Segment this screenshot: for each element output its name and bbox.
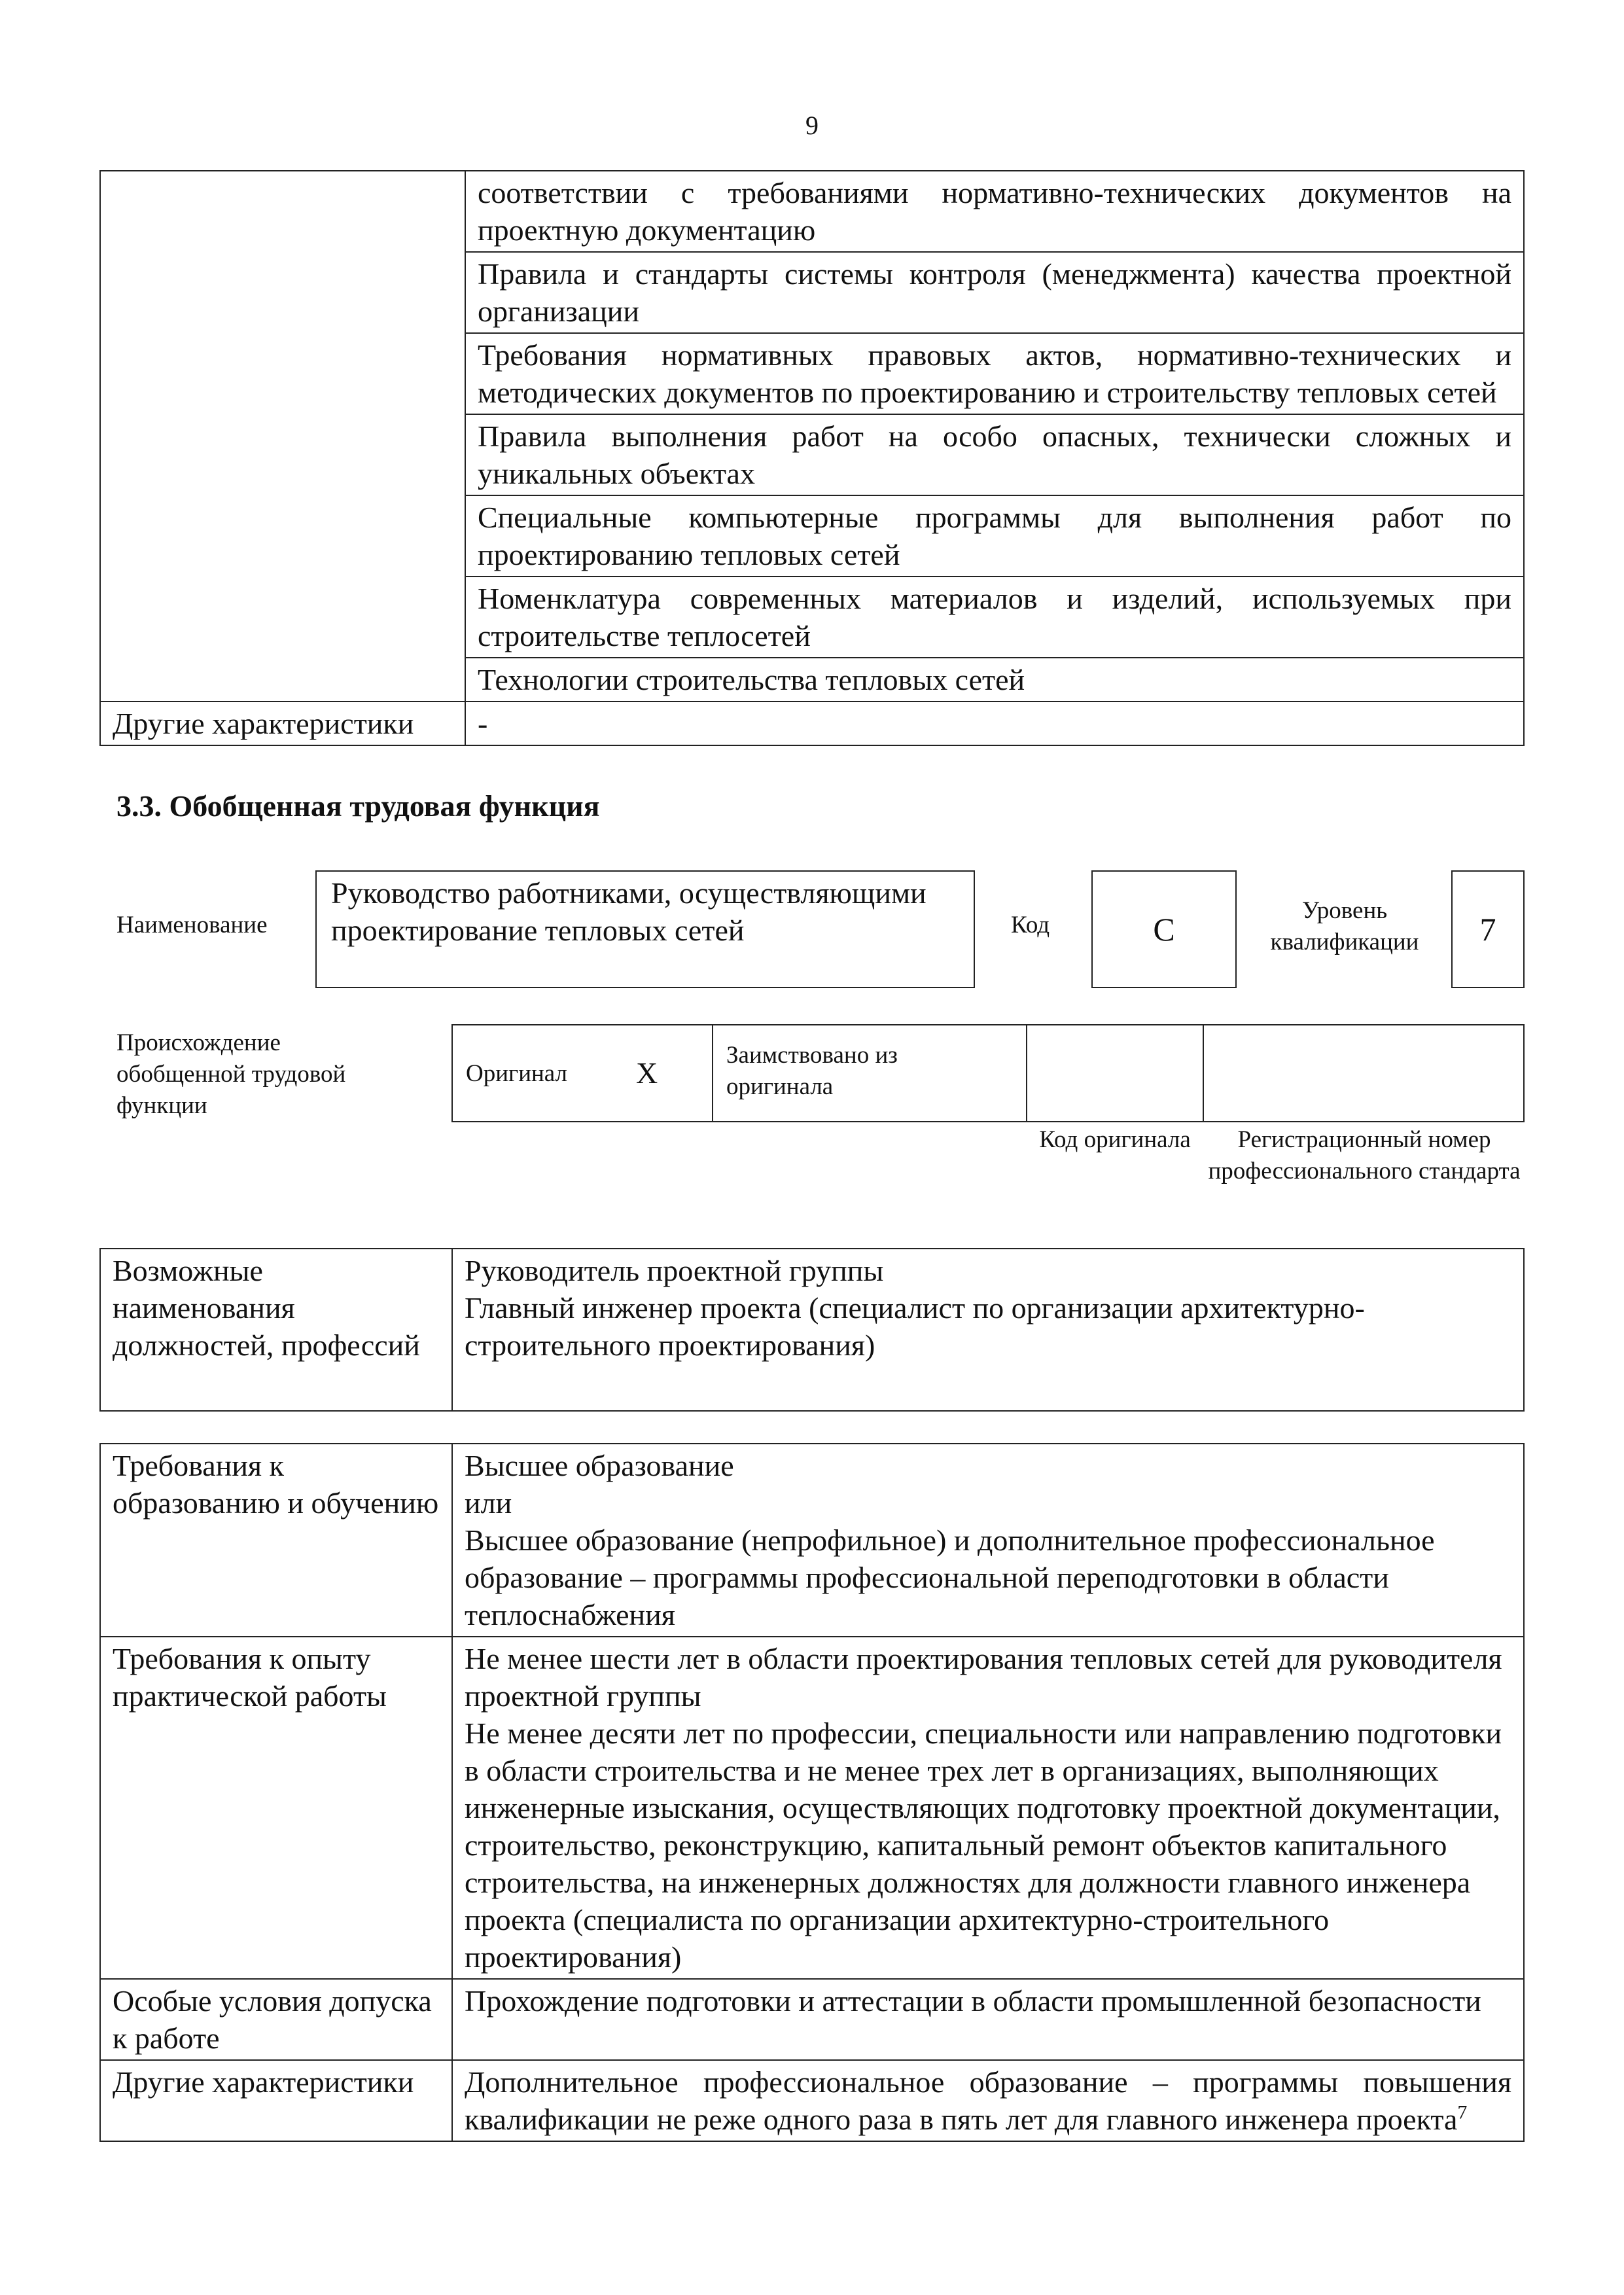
other-characteristics-value: - bbox=[465, 702, 1524, 745]
knowledge-item: соответствии с требованиями нормативно-технических документов на проектную документацию bbox=[465, 171, 1524, 252]
code-label: Код bbox=[1011, 912, 1050, 938]
experience-label: Требования к опыту практической работы bbox=[100, 1637, 452, 1979]
knowledge-item: Номенклатура современных материалов и изделий, используемых при строительстве теплосетей bbox=[465, 577, 1524, 658]
function-name-box bbox=[315, 870, 975, 988]
table-row bbox=[100, 1637, 1524, 1979]
name-label: Наименование bbox=[116, 912, 268, 938]
table-row bbox=[100, 1444, 1524, 1637]
borrowed-box bbox=[712, 1024, 1027, 1122]
section-title: 3.3. Обобщенная трудовая функция bbox=[116, 789, 600, 823]
borrowed-label: Заимствовано из оригинала bbox=[726, 1042, 898, 1100]
table-row bbox=[100, 171, 1524, 252]
requirements-table bbox=[99, 1443, 1525, 2142]
experience-item: Не менее шести лет в области проектирования тепловых сетей для руководителя проектной группы bbox=[465, 1642, 1502, 1713]
empty-label-cell bbox=[100, 171, 465, 702]
table-row bbox=[100, 1249, 1524, 1411]
education-item: или bbox=[465, 1486, 512, 1520]
other-value: Дополнительное профессиональное образование – программы повышения квалификации не реже одного раза в пять лет для главного инженера проекта bbox=[465, 2065, 1511, 2136]
experience-values bbox=[452, 1637, 1524, 1979]
origin-label: Происхождение обобщенной трудовой функции bbox=[116, 1029, 346, 1119]
positions-label: Возможные наименования должностей, профессий bbox=[100, 1249, 452, 1411]
code-box bbox=[1091, 870, 1237, 988]
position-item: Главный инженер проекта (специалист по организации архитектурно-строительного проектирования) bbox=[465, 1291, 1365, 1362]
other-characteristics-label: Другие характеристики bbox=[100, 702, 465, 745]
other-value-cell bbox=[452, 2060, 1524, 2141]
admission-value: Прохождение подготовки и аттестации в области промышленной безопасности bbox=[452, 1979, 1524, 2060]
table-row bbox=[100, 2060, 1524, 2141]
positions-table bbox=[99, 1248, 1525, 1412]
knowledge-item: Специальные компьютерные программы для выполнения работ по проектированию тепловых сетей bbox=[465, 495, 1524, 577]
registration-caption: Регистрационный номер профессионального стандарта bbox=[1208, 1126, 1521, 1184]
knowledge-table bbox=[99, 170, 1525, 746]
code-value: C bbox=[1153, 911, 1175, 948]
page-number: 9 bbox=[805, 111, 819, 140]
position-item: Руководитель проектной группы bbox=[465, 1254, 884, 1287]
function-name: Руководство работниками, осуществляющими проектирование тепловых сетей bbox=[331, 876, 927, 947]
knowledge-item: Требования нормативных правовых актов, нормативно-технических и методических документов по проектированию и строительству тепловых сетей bbox=[465, 333, 1524, 414]
education-values bbox=[452, 1444, 1524, 1637]
education-item: Высшее образование bbox=[465, 1449, 734, 1482]
original-label: Оригинал bbox=[466, 1060, 568, 1087]
other-label: Другие характеристики bbox=[100, 2060, 452, 2141]
level-value: 7 bbox=[1479, 911, 1496, 948]
admission-label: Особые условия допуска к работе bbox=[100, 1979, 452, 2060]
experience-item: Не менее десяти лет по профессии, специальности или направлению подготовки в области строительства и не менее трех лет в организациях, выполняющих инженерные изыскания, осуществляющих подготовку проектной документации, строительство, реконструкцию, капитальный ремонт объектов капитального строительства, на инженерных должностях для должности главного инженера проекта (специалиста по организации архитектурно-строительного проектирования) bbox=[465, 1717, 1502, 1974]
registration-number-box bbox=[1203, 1024, 1525, 1122]
knowledge-item: Правила и стандарты системы контроля (менеджмента) качества проектной организации bbox=[465, 252, 1524, 333]
positions-values bbox=[452, 1249, 1524, 1411]
footnote-marker: 7 bbox=[1457, 2101, 1468, 2124]
education-item: Высшее образование (непрофильное) и дополнительное профессиональное образование – программы профессиональной переподготовки в области теплоснабжения bbox=[465, 1523, 1435, 1631]
original-code-box bbox=[1026, 1024, 1204, 1122]
level-label: Уровень квалификации bbox=[1270, 897, 1419, 955]
table-row bbox=[100, 702, 1524, 745]
knowledge-item: Правила выполнения работ на особо опасных, технически сложных и уникальных объектах bbox=[465, 414, 1524, 495]
code-caption: Код оригинала bbox=[1039, 1126, 1191, 1153]
knowledge-item: Технологии строительства тепловых сетей bbox=[465, 658, 1524, 702]
original-box bbox=[451, 1024, 713, 1122]
original-mark: X bbox=[636, 1056, 658, 1090]
table-row bbox=[100, 1979, 1524, 2060]
education-label: Требования к образованию и обучению bbox=[100, 1444, 452, 1637]
level-box bbox=[1451, 870, 1525, 988]
